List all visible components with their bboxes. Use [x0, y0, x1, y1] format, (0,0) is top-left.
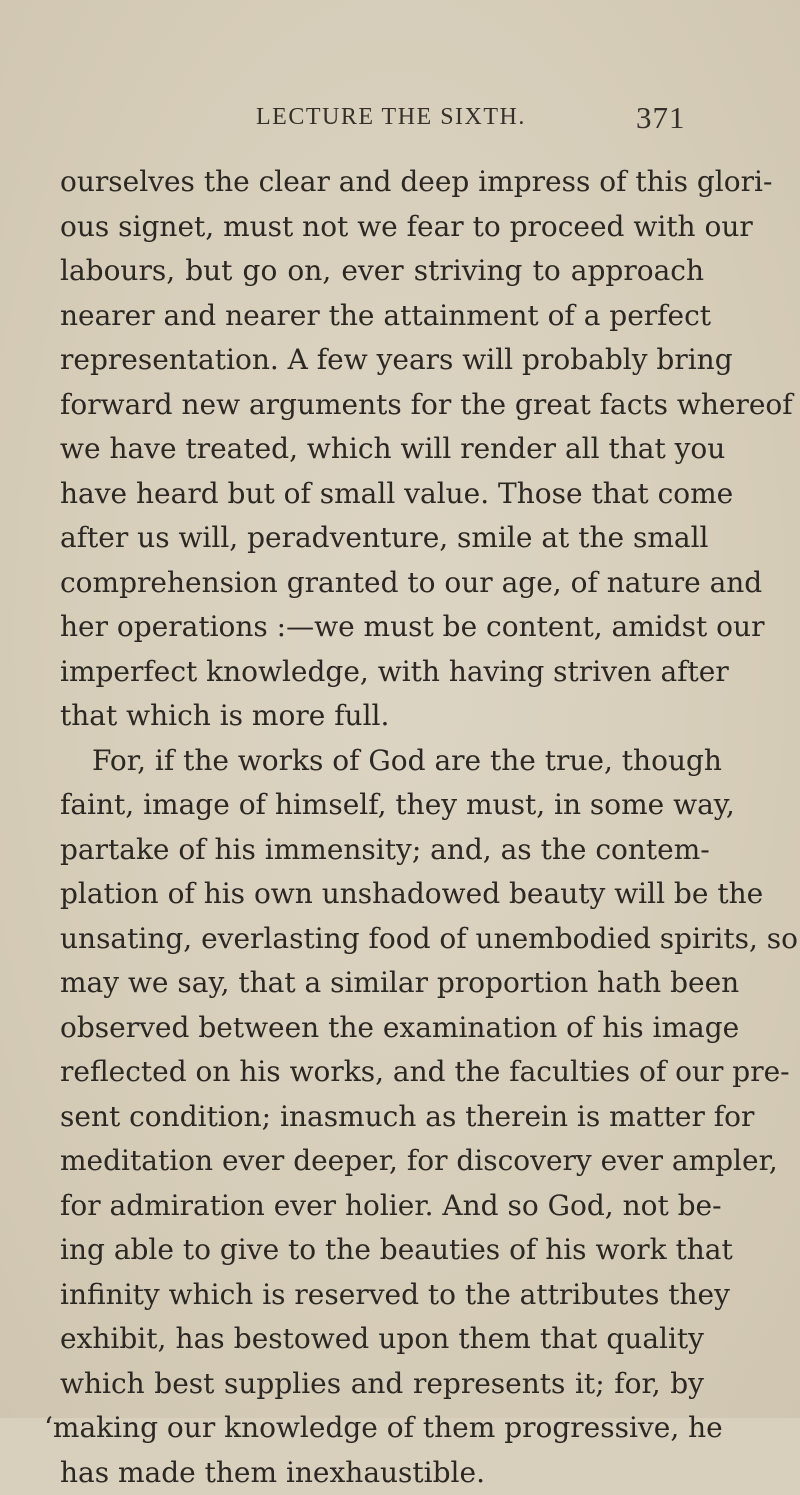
- body-text: [60, 160, 704, 1495]
- text-line: ous signet, must not we fear to proceed with our: [60, 205, 704, 250]
- text-line: infinity which is reserved to the attributes they: [60, 1273, 704, 1318]
- text-line: have heard but of small value. Those that come: [60, 472, 704, 517]
- text-line: her operations :—we must be content, amidst our: [60, 605, 704, 650]
- page-number: 371: [636, 100, 686, 136]
- text-line: labours, but go on, ever striving to approach: [60, 249, 704, 294]
- text-line: partake of his immensity; and, as the contem-: [60, 828, 704, 873]
- text-line: observed between the examination of his image: [60, 1006, 704, 1051]
- text-line: faint, image of himself, they must, in some way,: [60, 783, 704, 828]
- text-line: which best supplies and represents it; for, by: [60, 1362, 704, 1407]
- text-line: meditation ever deeper, for discovery ever ampler,: [60, 1139, 704, 1184]
- text-line: sent condition; inasmuch as therein is matter for: [60, 1095, 704, 1140]
- text-line: comprehension granted to our age, of nature and: [60, 561, 704, 606]
- text-line: after us will, peradventure, smile at the small: [60, 516, 704, 561]
- text-line: nearer and nearer the attainment of a perfect: [60, 294, 704, 339]
- text-line: exhibit, has bestowed upon them that quality: [60, 1317, 704, 1362]
- text-line: plation of his own unshadowed beauty will be the: [60, 872, 704, 917]
- text-line: for admiration ever holier. And so God, not be-: [60, 1184, 704, 1229]
- text-line: reflected on his works, and the faculties of our pre-: [60, 1050, 704, 1095]
- running-title: LECTURE THE SIXTH.: [256, 104, 526, 131]
- paragraph-end-line: that which is more full.: [60, 694, 704, 739]
- text-line: imperfect knowledge, with having striven after: [60, 650, 704, 695]
- running-head: [0, 104, 800, 144]
- text-line: representation. A few years will probably bring: [60, 338, 704, 383]
- paragraph-start-line: For, if the works of God are the true, though: [60, 739, 704, 784]
- text-line: ourselves the clear and deep impress of this glori-: [60, 160, 704, 205]
- text-line: forward new arguments for the great facts whereof: [60, 383, 704, 428]
- paragraph-end-line: has made them inexhaustible.: [60, 1451, 704, 1495]
- text-line: unsating, everlasting food of unembodied spirits, so: [60, 917, 704, 962]
- text-line: may we say, that a similar proportion hath been: [60, 961, 704, 1006]
- text-line: we have treated, which will render all that you: [60, 427, 704, 472]
- text-line: ing able to give to the beauties of his work that: [60, 1228, 704, 1273]
- text-line: ‘making our knowledge of them progressive, he: [44, 1406, 704, 1451]
